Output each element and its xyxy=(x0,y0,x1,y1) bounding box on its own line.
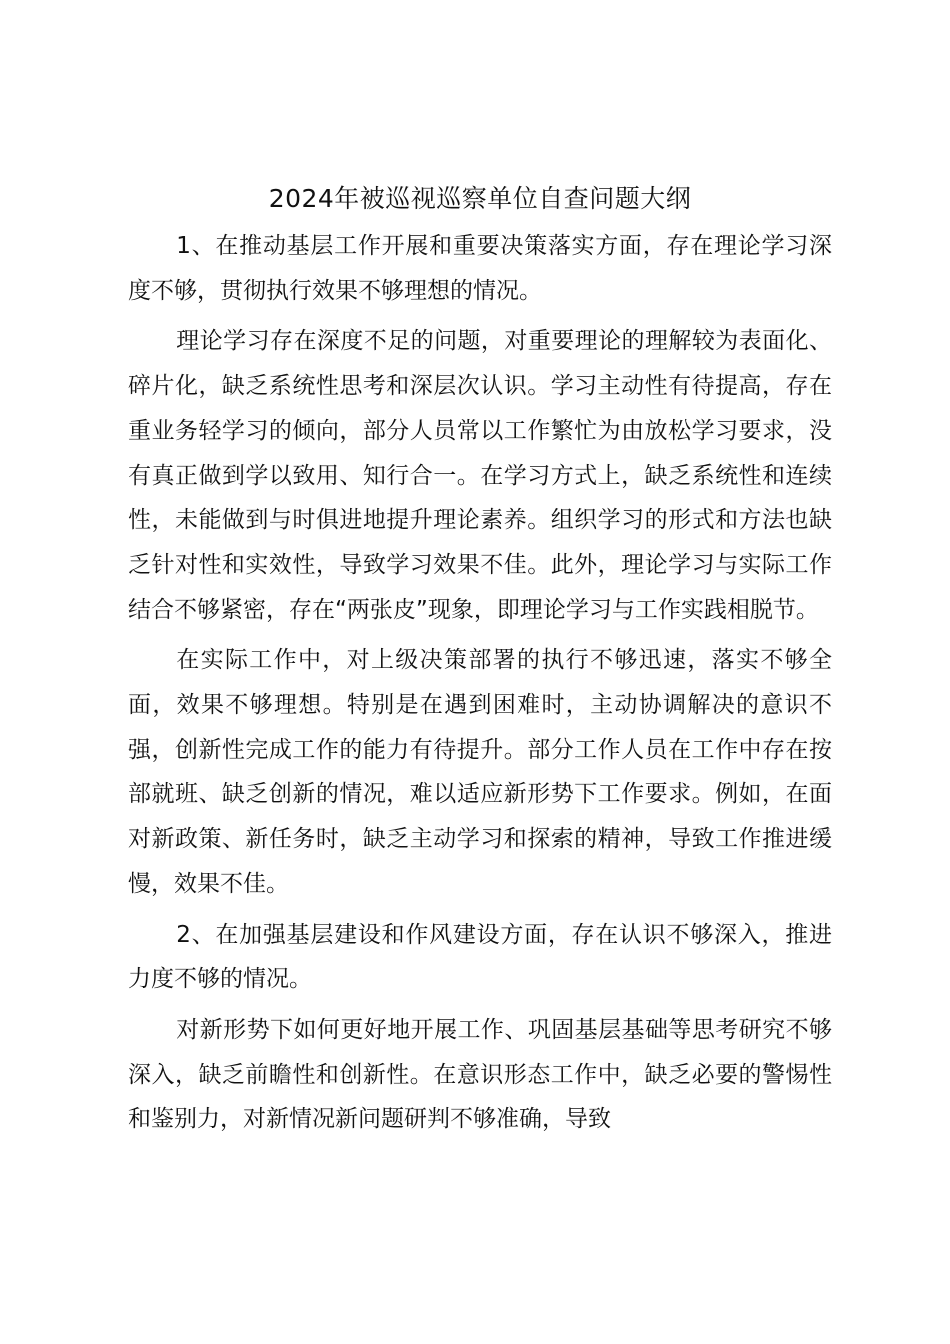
document-title: 2024年被巡视巡察单位自查问题大纲 xyxy=(268,184,692,213)
body-paragraph-theory-study: 理论学习存在深度不足的问题，对重要理论的理解较为表面化、碎片化，缺乏系统性思考和深层次认识。学习主动性有待提高，存在重业务轻学习的倾向，部分人员常以工作繁忙为由放松学习要求，没有真正做到学以致用、知行合一。在学习方式上，缺乏系统性和连续性，未能做到与时俱进地提升理论素养。组织学习的形式和方法也缺乏针对性和实效性，导致学习效果不佳。此外，理论学习与实际工作结合不够紧密，存在“两张皮”现象，即理论学习与工作实践相脱节。 xyxy=(128,328,832,623)
document-page xyxy=(128,178,832,1148)
section-1-heading: 1、在推动基层工作开展和重要决策落实方面，存在理论学习深度不够，贯彻执行效果不够理想的情况。 xyxy=(128,233,832,304)
body-paragraph-practical-work: 在实际工作中，对上级决策部署的执行不够迅速，落实不够全面，效果不够理想。特别是在遇到困难时，主动协调解决的意识不强，创新性完成工作的能力有待提升。部分工作人员在工作中存在按部就班、缺乏创新的情况，难以适应新形势下工作要求。例如，在面对新政策、新任务时，缺乏主动学习和探索的精神，导致工作推进缓慢，效果不佳。 xyxy=(128,647,832,897)
section-2-heading: 2、在加强基层建设和作风建设方面，存在认识不够深入，推进力度不够的情况。 xyxy=(128,921,832,993)
body-paragraph-new-situation: 对新形势下如何更好地开展工作、巩固基层基础等思考研究不够深入，缺乏前瞻性和创新性。在意识形态工作中，缺乏必要的警惕性和鉴别力，对新情况新问题研判不够准确，导致 xyxy=(128,1016,832,1133)
